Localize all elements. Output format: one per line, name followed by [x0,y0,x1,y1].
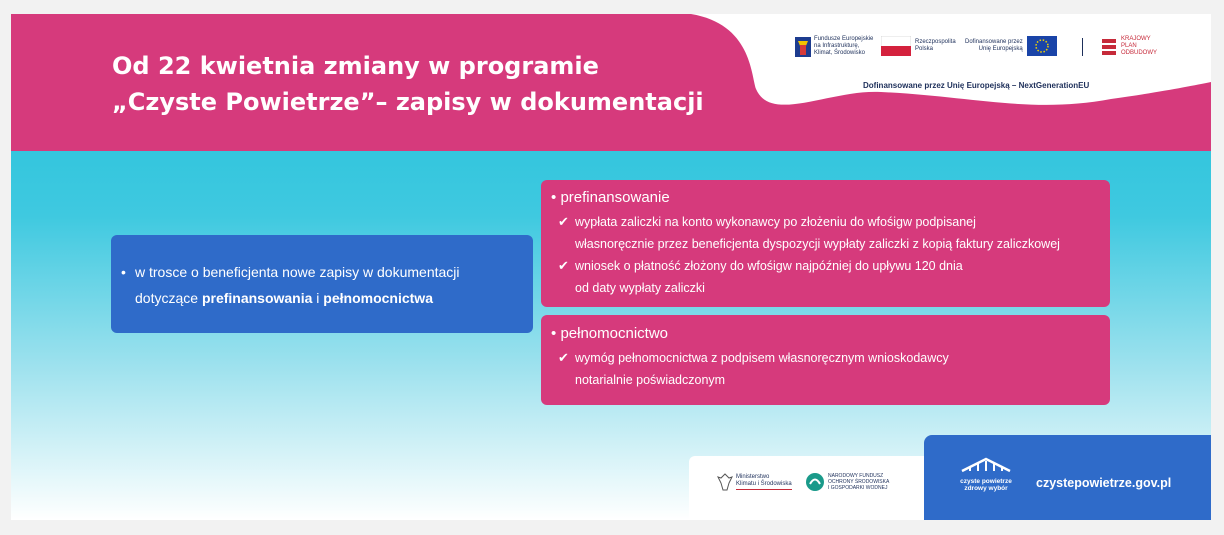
header-banner [11,14,1211,151]
eu-line-2: Unię Europejską [978,46,1023,52]
summary-card [111,235,533,333]
item-line: własnoręcznie przez beneficjenta dyspozycji wypłaty zaliczki z kopią faktury zaliczkowej [575,237,1060,251]
partner-logos-panel [689,456,927,520]
logo-divider [1082,38,1083,56]
kpo-logo [1100,36,1157,57]
nfos-line-2: OCHRONY ŚRODOWISKA [828,479,890,485]
rp-logo [881,36,956,56]
program-panel [924,435,1211,520]
fe-line-3: Klimat, Środowisko [814,50,866,56]
summary-bold-poa: pełnomocnictwa [323,290,433,306]
bullet-dot: • [551,189,557,206]
summary-line-2 [135,285,460,311]
slide [11,14,1211,520]
summary-bold-prefinancing: prefinansowania [201,290,313,306]
poa-heading-text: pełnomocnictwo [560,325,668,342]
ministry-line-1: Ministerstwo [736,474,770,480]
item-line: notarialnie poświadczonym [575,373,726,387]
power-of-attorney-card [541,315,1110,405]
eu-line-1: Dofinansowane przez [965,39,1023,45]
item-line: wypłata zaliczki na konto wykonawcy po złożeniu do wfośigw podpisanej [575,215,976,229]
nfos-icon [805,472,825,492]
eu-logo [965,36,1057,56]
eu-logos-bar [795,36,1175,64]
rp-line-2: Polska [915,46,934,52]
kpo-line-1: KRAJOWY [1121,36,1151,42]
fe-logo [795,36,873,57]
house-icon [960,457,1012,473]
summary-text [135,259,460,311]
polish-flag-icon [881,36,911,56]
prefinancing-item-1 [558,211,1060,255]
eu-flag-icon [1027,36,1057,56]
program-logo-line-1: czyste powietrze [960,478,1012,485]
fe-icon [795,37,811,57]
kpo-line-3: ODBUDOWY [1121,50,1157,56]
prefinancing-card [541,180,1110,307]
summary-prefix: dotyczące [135,290,202,306]
eagle-icon [717,472,733,492]
kpo-line-2: PLAN [1121,43,1137,49]
program-logo [960,457,1012,492]
ministry-line-2: Klimatu i Środowiska [736,481,792,487]
nfos-line-3: I GOSPODARKI WODNEJ [828,485,888,491]
prefinancing-heading [551,189,670,206]
ministry-logo [717,472,792,492]
kpo-icon [1100,37,1118,57]
title-line-2: „Czyste Powietrze”– zapisy w dokumentacji [112,88,704,116]
item-line: wymóg pełnomocnictwa z podpisem własnoręcznym wnioskodawcy [575,351,949,365]
website-link[interactable]: czystepowietrze.gov.pl [1036,476,1172,490]
fe-line-2: na Infrastrukturę, [814,43,860,49]
page-title [112,48,704,120]
nfos-line-1: NARODOWY FUNDUSZ [828,473,884,479]
funding-note: Dofinansowane przez Unię Europejską – NextGenerationEU [863,81,1090,90]
item-line: wniosek o płatność złożony do wfośigw najpóźniej do upływu 120 dnia [575,259,963,273]
prefinancing-heading-text: prefinansowanie [560,189,670,206]
program-logo-line-2: zdrowy wybór [964,485,1008,492]
rp-line-1: Rzeczpospolita [915,39,956,45]
summary-conj: i [312,290,324,306]
poa-item-1 [558,347,949,391]
bullet-dot: • [551,325,557,342]
summary-line-1: w trosce o beneficjenta nowe zapisy w dokumentacji [135,264,460,280]
checkmark-icon: ✔ [558,258,569,273]
item-line: od daty wypłaty zaliczki [575,281,705,295]
checkmark-icon: ✔ [558,350,569,365]
checkmark-icon: ✔ [558,214,569,229]
fe-line-1: Fundusze Europejskie [814,36,874,42]
bullet-dot: • [121,264,126,280]
poa-heading [551,325,668,342]
title-line-1: Od 22 kwietnia zmiany w programie [112,52,599,80]
nfos-logo [805,472,889,492]
prefinancing-item-2 [558,255,963,299]
